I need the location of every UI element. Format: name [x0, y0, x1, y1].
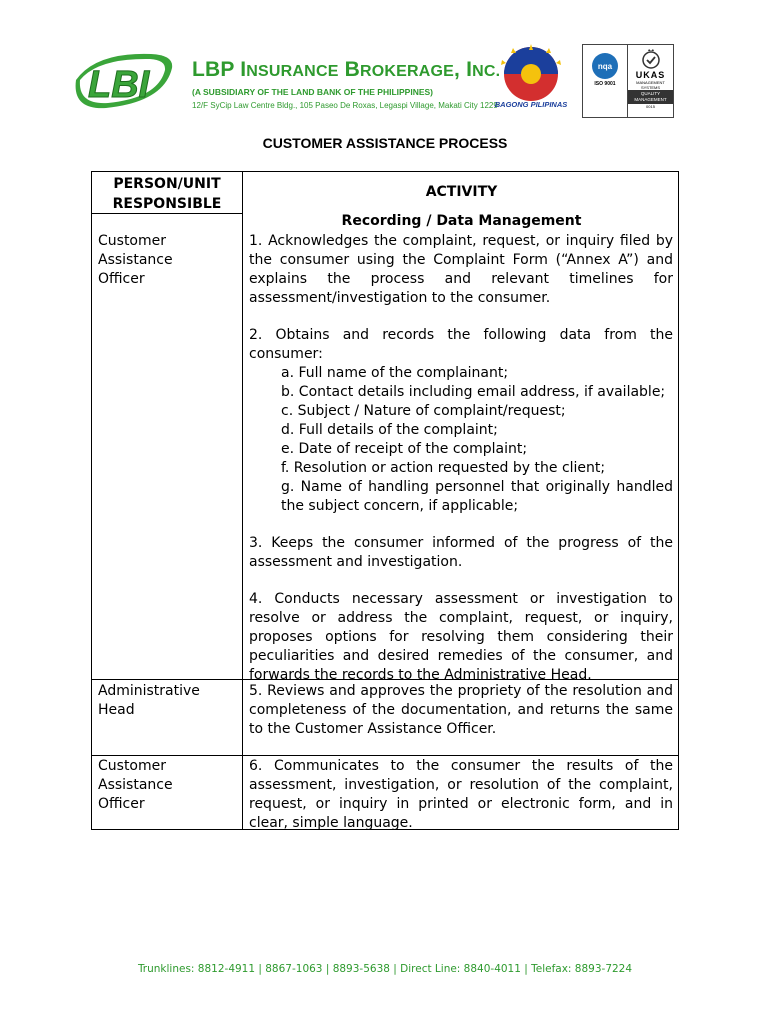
row1-person: Customer Assistance Officer [98, 233, 173, 287]
company-address: 12/F SyCip Law Centre Bldg., 105 Paseo De Roxas, Legaspi Village, Makati City 1229 [192, 101, 498, 110]
activity-item-2-intro: 2. Obtains and records the following data from the consumer: [249, 327, 673, 362]
quality-management-box: QUALITY MANAGEMENT [628, 90, 673, 104]
iso-label: ISO 9001 [594, 81, 616, 87]
logo-lettering: LBI [88, 64, 150, 106]
ukas-panel [628, 45, 673, 117]
row2-person: Administrative Head [98, 683, 200, 718]
activity-item-4: 4. Conducts necessary assessment or investigation to resolve or address the complaint, request, or inquiry, proposes options for resolving them considering their peculiarities and desired remedies of the consumer, and forwards the records to the Administrative Head. [249, 591, 673, 683]
activity-item-1: 1. Acknowledges the complaint, request, or inquiry filed by the consumer using the Complaint Form (“Annex A”) and explains the process and relevant timelines for assessment/investigation to the consumer. [249, 233, 673, 306]
column-divider [242, 172, 243, 829]
seal-caption: BAGONG PILIPINAS [494, 100, 568, 109]
svg-text:nqa: nqa [597, 62, 613, 71]
list-item: g. Name of handling personnel that originally handled the subject concern, if applicable; [281, 479, 673, 514]
nqa-icon [590, 51, 620, 81]
activity-item-5: 5. Reviews and approves the propriety of the resolution and completeness of the documentation, and returns the same to the Customer Assistance Officer. [249, 683, 673, 737]
ukas-sub: MANAGEMENT SYSTEMS [636, 80, 665, 90]
list-item: e. Date of receipt of the complaint; [281, 441, 528, 457]
ukas-label: UKAS [635, 70, 666, 80]
list-item: d. Full details of the complaint; [281, 422, 498, 438]
document-title: CUSTOMER ASSISTANCE PROCESS [262, 135, 508, 151]
activity-item-6: 6. Communicates to the consumer the results of the assessment, investigation, or resolution of the complaint, request, or inquiry in printed or electronic form, and in clear, simple language. [249, 758, 673, 831]
iso-certification-badge [582, 44, 674, 118]
data-fields-list [249, 364, 673, 516]
header-person-unit: PERSON/UNIT RESPONSIBLE [112, 176, 222, 212]
row-divider-2 [92, 755, 678, 756]
row1-activities [249, 232, 673, 685]
header-activity: ACTIVITY [425, 184, 498, 200]
process-table [91, 171, 679, 830]
subsidiary-line: (A SUBSIDIARY OF THE LAND BANK OF THE PHILIPPINES) [192, 87, 434, 97]
list-item: f. Resolution or action requested by the client; [281, 460, 606, 476]
activity-item-3: 3. Keeps the consumer informed of the progress of the assessment and investigation. [249, 535, 673, 570]
crown-check-icon [640, 48, 662, 70]
row3-person: Customer Assistance Officer [98, 758, 173, 812]
list-item: b. Contact details including email address, if available; [281, 384, 666, 400]
list-item: c. Subject / Nature of complaint/request; [281, 403, 566, 419]
company-block [192, 58, 500, 111]
list-item: a. Full name of the complainant; [281, 365, 509, 381]
lbi-logo [66, 50, 178, 110]
footer-contact-numbers: Trunklines: 8812-4911 | 8867-1063 | 8893-5638 | Direct Line: 8840-4011 | Telefax: 8893-7224 [137, 963, 633, 975]
section-subheading: Recording / Data Management [341, 213, 582, 229]
cert-code: 0015 [646, 104, 655, 109]
company-name: LBP INSURANCE BROKERAGE, INC. [192, 58, 501, 81]
nqa-panel [583, 45, 628, 117]
